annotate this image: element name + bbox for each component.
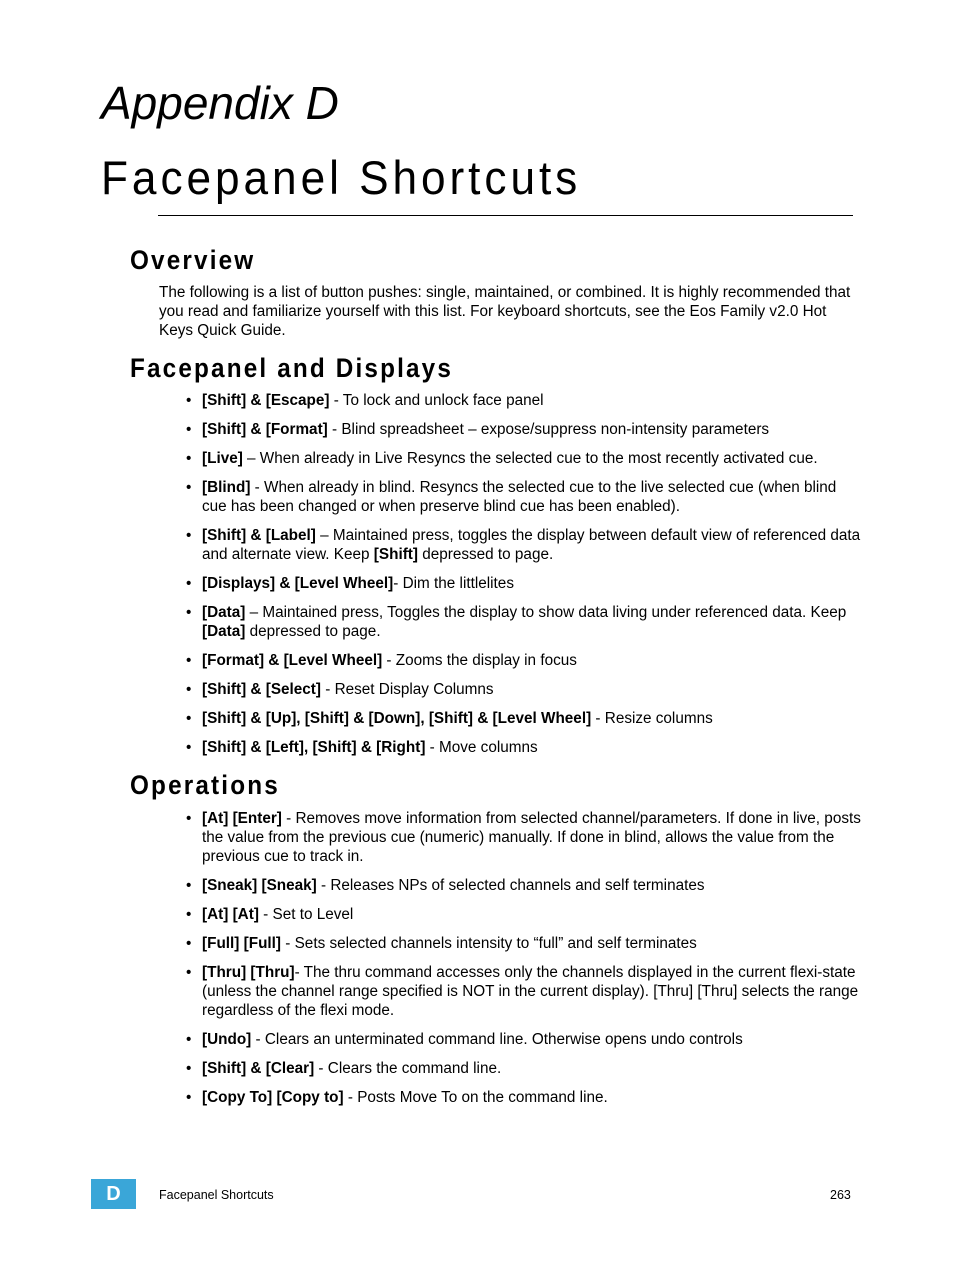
- shortcut-keys: [Undo]: [202, 1031, 252, 1048]
- bullet-icon: •: [186, 652, 192, 669]
- shortcut-keys: [Sneak] [Sneak]: [202, 877, 317, 894]
- shortcut-description: depressed to page.: [417, 546, 554, 563]
- shortcut-description: - Sets selected channels intensity to “full” and self terminates: [281, 935, 697, 952]
- bullet-icon: •: [186, 421, 192, 438]
- shortcut-keys: [Thru] [Thru]: [202, 964, 295, 981]
- shortcut-description: - When already in blind. Resyncs the selected cue to the live selected cue (when blind cue has been changed or when preserve blind cue has been enabled).: [202, 479, 837, 515]
- shortcut-keys: [Data]: [202, 604, 246, 621]
- shortcut-keys: [Format] & [Level Wheel]: [202, 652, 383, 669]
- list-item: [0, 449, 862, 468]
- shortcut-keys: [Shift] & [Escape]: [202, 392, 330, 409]
- list-item: [0, 934, 862, 953]
- overview-paragraph: The following is a list of button pushes: single, maintained, or combined. It is highly recommended that you read and familiarize yourself with this list. For keyboard shortcuts, see the Eos Family v2.0 Hot Keys Quick Guide.: [159, 284, 851, 339]
- bullet-icon: •: [186, 964, 192, 981]
- operations-list: [0, 809, 862, 1117]
- shortcut-keys: [At] [At]: [202, 906, 259, 923]
- shortcut-keys: [Shift] & [Clear]: [202, 1060, 315, 1077]
- list-item: [0, 526, 862, 564]
- bullet-icon: •: [186, 575, 192, 592]
- bullet-icon: •: [186, 681, 192, 698]
- shortcut-keys: [Copy To] [Copy to]: [202, 1089, 344, 1106]
- bullet-icon: •: [186, 1031, 192, 1048]
- operations-heading: Operations: [130, 770, 280, 800]
- list-item: [0, 876, 862, 895]
- bullet-icon: •: [186, 810, 192, 827]
- shortcut-keys: [Shift] & [Label]: [202, 527, 316, 544]
- list-item: [0, 1030, 862, 1049]
- shortcut-description: depressed to page.: [245, 623, 381, 640]
- shortcut-description: - Dim the littlelites: [393, 575, 514, 592]
- shortcut-description: - Reset Display Columns: [320, 681, 494, 698]
- shortcut-keys: [Full] [Full]: [202, 935, 282, 952]
- bullet-icon: •: [186, 935, 192, 952]
- list-item: [0, 478, 862, 516]
- list-item: [0, 1088, 862, 1107]
- bullet-icon: •: [186, 877, 192, 894]
- shortcut-description: - To lock and unlock face panel: [329, 392, 544, 409]
- appendix-label: Appendix D: [101, 77, 339, 129]
- bullet-icon: •: [186, 450, 192, 467]
- shortcut-description: - Releases NPs of selected channels and self terminates: [316, 877, 705, 894]
- shortcut-description: - Removes move information from selected channel/parameters. If done in live, posts the value from the previous cue (numeric) manually. If done in blind, allows the value from the previous cue to track in.: [202, 810, 861, 865]
- shortcut-description: - Clears the command line.: [314, 1060, 502, 1077]
- list-item: [0, 709, 862, 728]
- shortcut-description: - Resize columns: [591, 710, 713, 727]
- page-number: 263: [830, 1188, 851, 1202]
- footer-section-title: Facepanel Shortcuts: [159, 1188, 274, 1202]
- shortcut-description: – Maintained press, Toggles the display to show data living under referenced data. Keep: [245, 604, 847, 621]
- bullet-icon: •: [186, 1089, 192, 1106]
- shortcut-keys: [Data]: [202, 623, 246, 640]
- shortcut-description: – When already in Live Resyncs the selected cue to the most recently activated cue.: [242, 450, 818, 467]
- shortcut-description: - Posts Move To on the command line.: [343, 1089, 608, 1106]
- list-item: [0, 963, 862, 1020]
- overview-heading: Overview: [130, 245, 256, 275]
- bullet-icon: •: [186, 739, 192, 756]
- shortcut-description: - Clears an unterminated command line. Otherwise opens undo controls: [251, 1031, 743, 1048]
- list-item: [0, 809, 862, 866]
- bullet-icon: •: [186, 604, 192, 621]
- list-item: [0, 738, 862, 757]
- facepanel-list: [0, 391, 862, 767]
- shortcut-description: - The thru command accesses only the channels displayed in the current flexi-state (unless the channel range specified is NOT in the current display). [Thru] [Thru] selects the range regardless of the flexi mode.: [202, 964, 859, 1019]
- list-item: [0, 420, 862, 439]
- shortcut-description: – Maintained press, toggles the display between default view of referenced data and alternate view. Keep: [202, 527, 861, 563]
- bullet-icon: •: [186, 906, 192, 923]
- shortcut-keys: [Shift] & [Select]: [202, 681, 321, 698]
- list-item: [0, 1059, 862, 1078]
- list-item: [0, 391, 862, 410]
- shortcut-keys: [Live]: [202, 450, 243, 467]
- shortcut-description: - Move columns: [425, 739, 538, 756]
- shortcut-description: - Set to Level: [258, 906, 354, 923]
- shortcut-keys: [Shift] & [Up], [Shift] & [Down], [Shift] & [Level Wheel]: [202, 710, 592, 727]
- shortcut-keys: [Shift] & [Left], [Shift] & [Right]: [202, 739, 426, 756]
- facepanel-heading: Facepanel and Displays: [130, 353, 454, 383]
- bullet-icon: •: [186, 710, 192, 727]
- chapter-title: Facepanel Shortcuts: [101, 151, 582, 204]
- bullet-icon: •: [186, 527, 192, 544]
- list-item: [0, 574, 862, 593]
- list-item: [0, 651, 862, 670]
- shortcut-keys: [Shift] & [Format]: [202, 421, 328, 438]
- list-item: [0, 603, 862, 641]
- bullet-icon: •: [186, 479, 192, 496]
- shortcut-description: - Blind spreadsheet – expose/suppress non-intensity parameters: [327, 421, 770, 438]
- title-divider: [158, 215, 853, 216]
- list-item: [0, 680, 862, 699]
- shortcut-keys: [At] [Enter]: [202, 810, 282, 827]
- bullet-icon: •: [186, 392, 192, 409]
- appendix-badge: D: [91, 1179, 136, 1209]
- bullet-icon: •: [186, 1060, 192, 1077]
- shortcut-description: - Zooms the display in focus: [382, 652, 577, 669]
- shortcut-keys: [Shift]: [373, 546, 418, 563]
- shortcut-keys: [Blind]: [202, 479, 251, 496]
- list-item: [0, 905, 862, 924]
- shortcut-keys: [Displays] & [Level Wheel]: [202, 575, 394, 592]
